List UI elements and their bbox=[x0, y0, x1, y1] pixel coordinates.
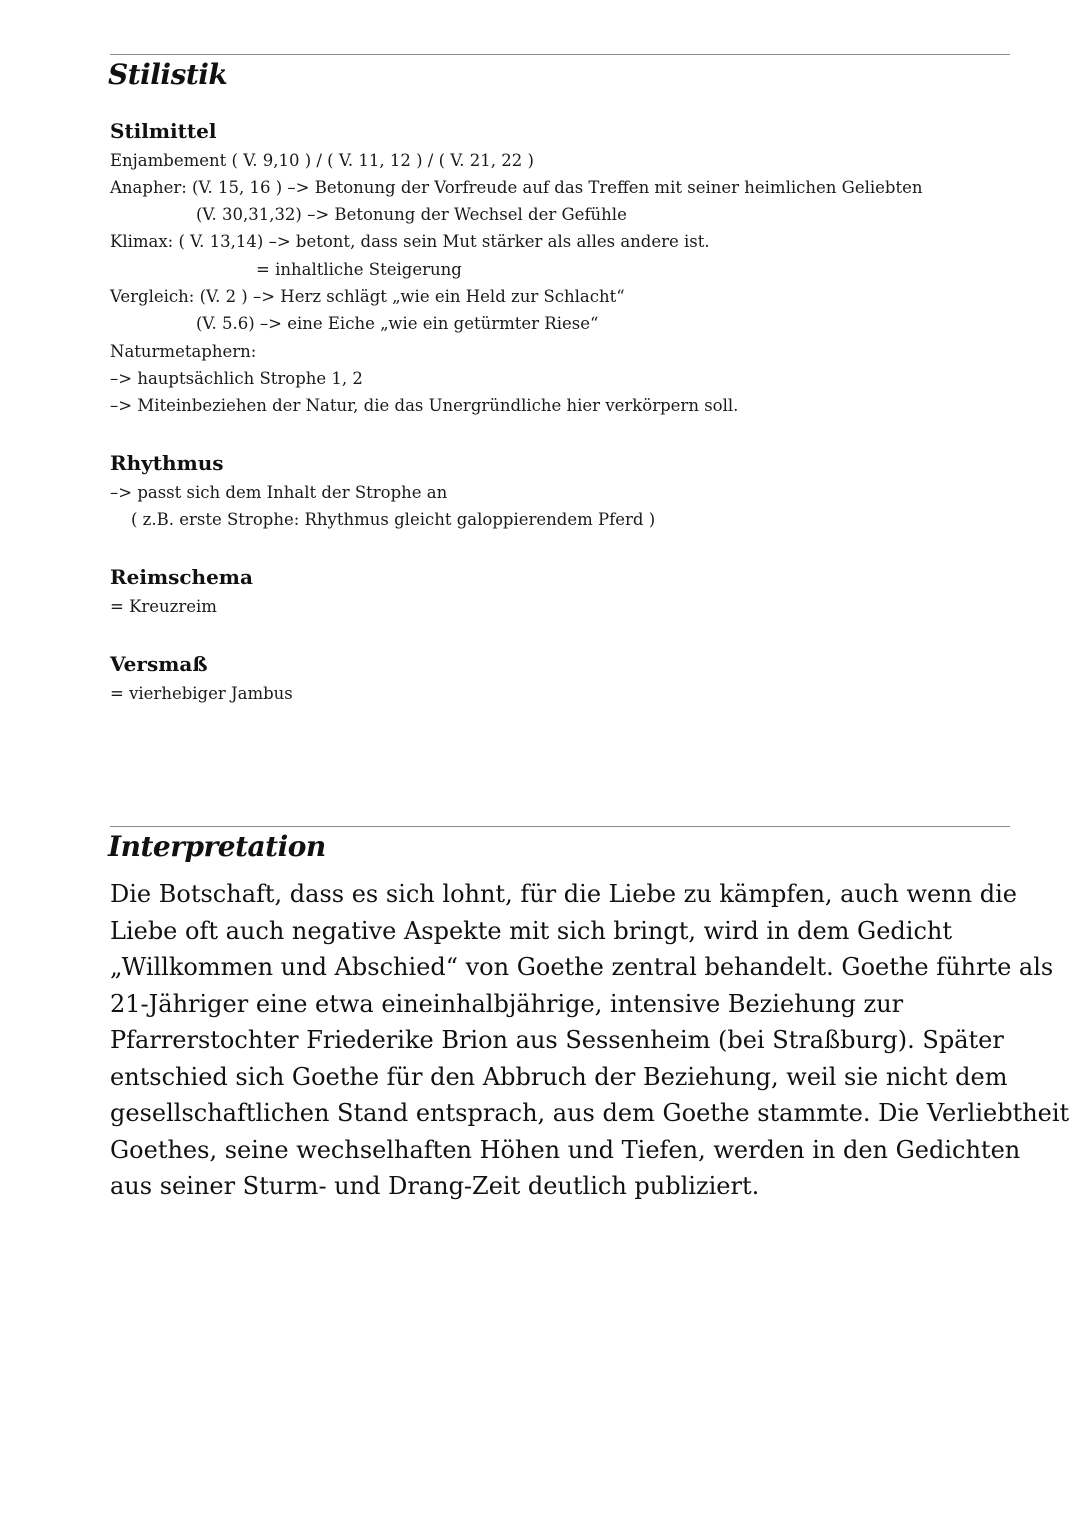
interpretation-heading: Interpretation bbox=[108, 830, 326, 863]
interpretation-line: entschied sich Goethe für den Abbruch der Beziehung, weil sie nicht dem bbox=[110, 1062, 1008, 1091]
reimschema-line: = Kreuzreim bbox=[110, 597, 217, 616]
versmass-title: Versmaß bbox=[110, 652, 208, 676]
interpretation-line: gesellschaftlichen Stand entsprach, aus dem Goethe stammte. Die Verliebtheit bbox=[110, 1099, 1070, 1127]
interpretation-paragraph bbox=[110, 876, 1070, 1205]
stilmittel-line-anapher-2: (V. 30,31,32) –> Betonung der Wechsel der Gefühle bbox=[196, 205, 627, 224]
stilmittel-line-naturmetaphern: Naturmetaphern: bbox=[110, 342, 257, 361]
interpretation-line: Liebe oft auch negative Aspekte mit sich bringt, wird in dem Gedicht bbox=[110, 916, 953, 945]
interpretation-line: Goethes, seine wechselhaften Höhen und Tiefen, werden in den Gedichten bbox=[110, 1135, 1021, 1164]
stilmittel-line-vergleich: Vergleich: (V. 2 ) –> Herz schlägt „wie ein Held zur Schlacht“ bbox=[110, 287, 625, 306]
stilistik-heading: Stilistik bbox=[108, 58, 228, 91]
rhythmus-line-1: –> passt sich dem Inhalt der Strophe an bbox=[110, 483, 448, 502]
interpretation-line: 21-Jähriger eine etwa eineinhalbjährige, intensive Beziehung zur bbox=[110, 989, 904, 1018]
stilmittel-line-naturmetaphern-1: –> hauptsächlich Strophe 1, 2 bbox=[110, 369, 363, 388]
stilmittel-line-vergleich-2: (V. 5.6) –> eine Eiche „wie ein getürmter Riese“ bbox=[196, 314, 599, 333]
rhythmus-title: Rhythmus bbox=[110, 451, 224, 475]
rhythmus-line-2: ( z.B. erste Strophe: Rhythmus gleicht galoppierendem Pferd ) bbox=[131, 510, 656, 529]
interpretation-line: aus seiner Sturm- und Drang-Zeit deutlich publiziert. bbox=[110, 1172, 760, 1200]
reimschema-title: Reimschema bbox=[110, 565, 253, 589]
interpretation-line: Pfarrerstochter Friederike Brion aus Sessenheim (bei Straßburg). Später bbox=[110, 1026, 1004, 1054]
interpretation-line: „Willkommen und Abschied“ von Goethe zentral behandelt. Goethe führte als bbox=[110, 953, 1054, 981]
stilmittel-title: Stilmittel bbox=[110, 119, 217, 143]
stilistik-divider bbox=[110, 54, 1010, 55]
interpretation-line: Die Botschaft, dass es sich lohnt, für die Liebe zu kämpfen, auch wenn die bbox=[110, 880, 1017, 908]
stilmittel-line-enjambement: Enjambement ( V. 9,10 ) / ( V. 11, 12 ) / ( V. 21, 22 ) bbox=[110, 151, 534, 170]
versmass-line: = vierhebiger Jambus bbox=[110, 684, 293, 703]
stilmittel-line-naturmetaphern-2: –> Miteinbeziehen der Natur, die das Unergründliche hier verkörpern soll. bbox=[110, 396, 739, 415]
stilmittel-line-anapher: Anapher: (V. 15, 16 ) –> Betonung der Vorfreude auf das Treffen mit seiner heimlichen Geliebten bbox=[110, 178, 923, 197]
interpretation-divider bbox=[110, 826, 1010, 827]
stilmittel-line-klimax: Klimax: ( V. 13,14) –> betont, dass sein Mut stärker als alles andere ist. bbox=[110, 232, 710, 251]
stilmittel-line-klimax-2: = inhaltliche Steigerung bbox=[256, 260, 462, 279]
